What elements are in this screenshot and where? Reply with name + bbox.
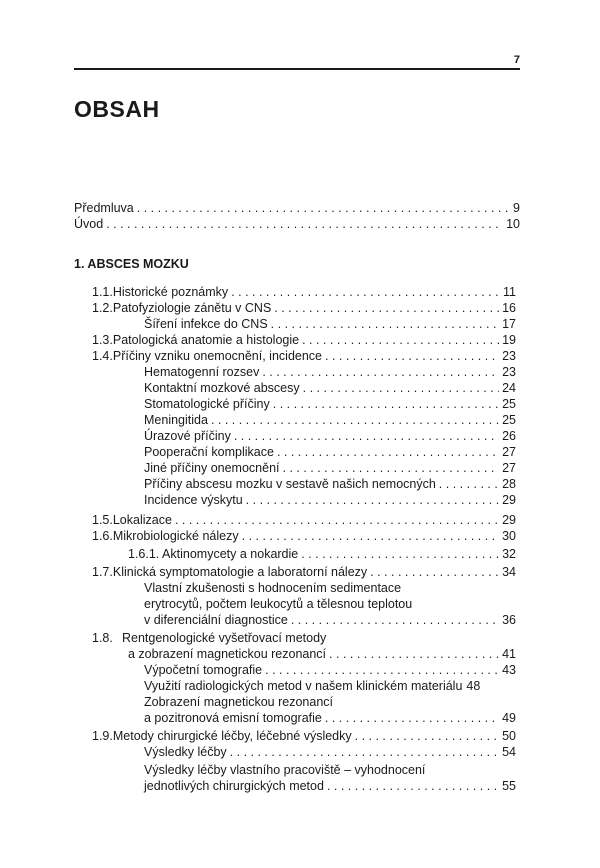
toc-page: 50	[502, 729, 516, 743]
toc-label: Hematogenní rozsev	[144, 365, 260, 379]
toc-label: Pooperační komplikace	[144, 445, 274, 459]
toc-entry	[128, 546, 516, 562]
leader-dots	[234, 428, 499, 444]
toc-label: Šíření infekce do CNS	[144, 317, 268, 331]
toc-label: Historické poznámky	[112, 285, 229, 299]
toc-entry-predmluva	[74, 200, 520, 216]
toc-entry	[128, 646, 516, 662]
leader-dots	[246, 492, 499, 508]
chapter-heading: 1. ABSCES MOZKU	[74, 257, 189, 271]
toc-entry	[92, 564, 516, 580]
toc-label: Výpočetní tomografie	[144, 663, 263, 677]
toc-page: 48	[466, 679, 481, 693]
toc-entry	[144, 476, 516, 492]
toc-entry	[144, 444, 516, 460]
toc-label: Využití radiologických metod v našem klinickém materiálu	[144, 679, 463, 693]
leader-dots	[273, 396, 499, 412]
toc-page: 55	[502, 779, 516, 793]
page-title: OBSAH	[74, 96, 160, 122]
leader-dots	[303, 380, 499, 396]
toc-label: Klinická symptomatologie a laboratorní nálezy	[112, 565, 368, 579]
toc-entry	[144, 396, 516, 412]
page-number: 7	[513, 54, 520, 66]
toc-entry	[92, 630, 516, 646]
toc-number: 1.5.	[92, 513, 113, 527]
toc-page: 30	[502, 529, 516, 543]
toc-page: 17	[502, 317, 516, 331]
leader-dots	[242, 528, 499, 544]
leader-dots	[277, 444, 499, 460]
toc-page: 54	[502, 745, 516, 759]
toc-label: jednotlivých chirurgických metod	[144, 779, 324, 793]
toc-label: Mikrobiologické nálezy	[112, 529, 239, 543]
toc-entry-uvod	[74, 216, 520, 232]
toc-page: 43	[502, 663, 516, 677]
toc-number: 1.1.	[92, 285, 113, 299]
toc-entry	[92, 512, 516, 528]
toc-number: 1.9.	[92, 729, 113, 743]
toc-label: Metody chirurgické léčby, léčebné výsledky	[112, 729, 352, 743]
leader-dots	[329, 646, 499, 662]
toc-page: 29	[502, 493, 516, 507]
toc-page: 32	[502, 547, 516, 561]
leader-dots	[370, 564, 499, 580]
toc-label: Příčiny abscesu mozku v sestavě našich nemocných	[144, 477, 436, 491]
toc-entry	[92, 300, 516, 316]
toc-label: v diferenciální diagnostice	[144, 613, 288, 627]
toc-number: 1.3.	[92, 333, 113, 347]
toc-entry	[144, 612, 516, 628]
toc-entry	[144, 364, 516, 380]
toc-label: Jiné příčiny onemocnění	[144, 461, 280, 475]
toc-page: 49	[502, 711, 516, 725]
toc-page: 23	[502, 349, 516, 363]
leader-dots	[137, 200, 510, 216]
toc-page: 24	[502, 381, 516, 395]
toc-entry	[144, 662, 516, 678]
toc-entry	[144, 678, 516, 694]
toc-page: 29	[502, 513, 516, 527]
toc-label: Patologická anatomie a histologie	[112, 333, 300, 347]
leader-dots	[271, 316, 499, 332]
toc-entry	[144, 428, 516, 444]
toc-label: 1.6.1. Aktinomycety a nokardie	[128, 547, 299, 561]
toc-entry	[144, 778, 516, 794]
leader-dots	[325, 710, 499, 726]
toc-entry	[92, 284, 516, 300]
toc-label: Rentgenologické vyšetřovací metody	[122, 631, 327, 645]
toc-page: 26	[502, 429, 516, 443]
toc-page: 23	[502, 365, 516, 379]
toc-entry	[92, 528, 516, 544]
toc-page: 16	[502, 301, 516, 315]
toc-entry	[144, 380, 516, 396]
toc-entry	[92, 348, 516, 364]
toc-label: Kontaktní mozkové abscesy	[144, 381, 300, 395]
toc-page: 34	[502, 565, 516, 579]
toc-page: 28	[502, 477, 516, 491]
toc-page: 10	[506, 217, 520, 231]
toc-page: 25	[502, 397, 516, 411]
toc-continuation: Vlastní zkušenosti s hodnocením sedimentace	[144, 581, 402, 595]
toc-number: 1.8.	[92, 631, 113, 645]
leader-dots	[302, 332, 499, 348]
toc-label: Incidence výskytu	[144, 493, 243, 507]
toc-label: Příčiny vzniku onemocnění, incidence	[112, 349, 322, 363]
toc-page: 19	[502, 333, 516, 347]
leader-dots	[325, 348, 499, 364]
toc-label: Stomatologické příčiny	[144, 397, 270, 411]
leader-dots	[262, 364, 499, 380]
toc-page: 36	[502, 613, 516, 627]
toc-label: a pozitronová emisní tomografie	[144, 711, 322, 725]
toc-continuation: erytrocytů, počtem leukocytů a tělesnou teplotou	[144, 597, 413, 611]
leader-dots	[439, 476, 499, 492]
toc-entry	[144, 710, 516, 726]
toc-entry	[144, 412, 516, 428]
toc-page: 27	[502, 445, 516, 459]
toc-label: a zobrazení magnetickou rezonancí	[128, 647, 327, 661]
leader-dots	[230, 744, 499, 760]
leader-dots	[327, 778, 499, 794]
toc-label: Patofyziologie zánětu v CNS	[112, 301, 272, 315]
leader-dots	[265, 662, 499, 678]
toc-entry	[144, 460, 516, 476]
toc-number: 1.6.	[92, 529, 113, 543]
leader-dots	[106, 216, 503, 232]
toc-number: 1.4.	[92, 349, 113, 363]
toc-label: Lokalizace	[112, 513, 172, 527]
toc-continuation: Zobrazení magnetickou rezonancí	[144, 695, 333, 709]
toc-entry	[144, 316, 516, 332]
leader-dots	[274, 300, 499, 316]
toc-entry	[92, 332, 516, 348]
toc-label: Meningitida	[144, 413, 208, 427]
leader-dots	[301, 546, 499, 562]
toc-page: 25	[502, 413, 516, 427]
toc-continuation: Výsledky léčby vlastního pracoviště – vyhodnocení	[144, 763, 426, 777]
toc-number: 1.2.	[92, 301, 113, 315]
header-rule	[74, 68, 520, 70]
toc-page: 9	[513, 201, 520, 215]
toc-label: Předmluva	[74, 201, 134, 215]
toc-number: 1.7.	[92, 565, 113, 579]
toc-page: 11	[503, 285, 516, 299]
toc-label: Úvod	[74, 217, 104, 231]
leader-dots	[283, 460, 500, 476]
leader-dots	[355, 728, 499, 744]
toc-entry	[92, 728, 516, 744]
toc-page: 41	[502, 647, 516, 661]
toc-entry	[144, 492, 516, 508]
toc-entry	[144, 744, 516, 760]
leader-dots	[211, 412, 499, 428]
toc-label: Úrazové příčiny	[144, 429, 231, 443]
leader-dots	[291, 612, 499, 628]
toc-page: 27	[502, 461, 516, 475]
leader-dots	[231, 284, 500, 300]
leader-dots	[175, 512, 499, 528]
toc-label: Výsledky léčby	[144, 745, 227, 759]
